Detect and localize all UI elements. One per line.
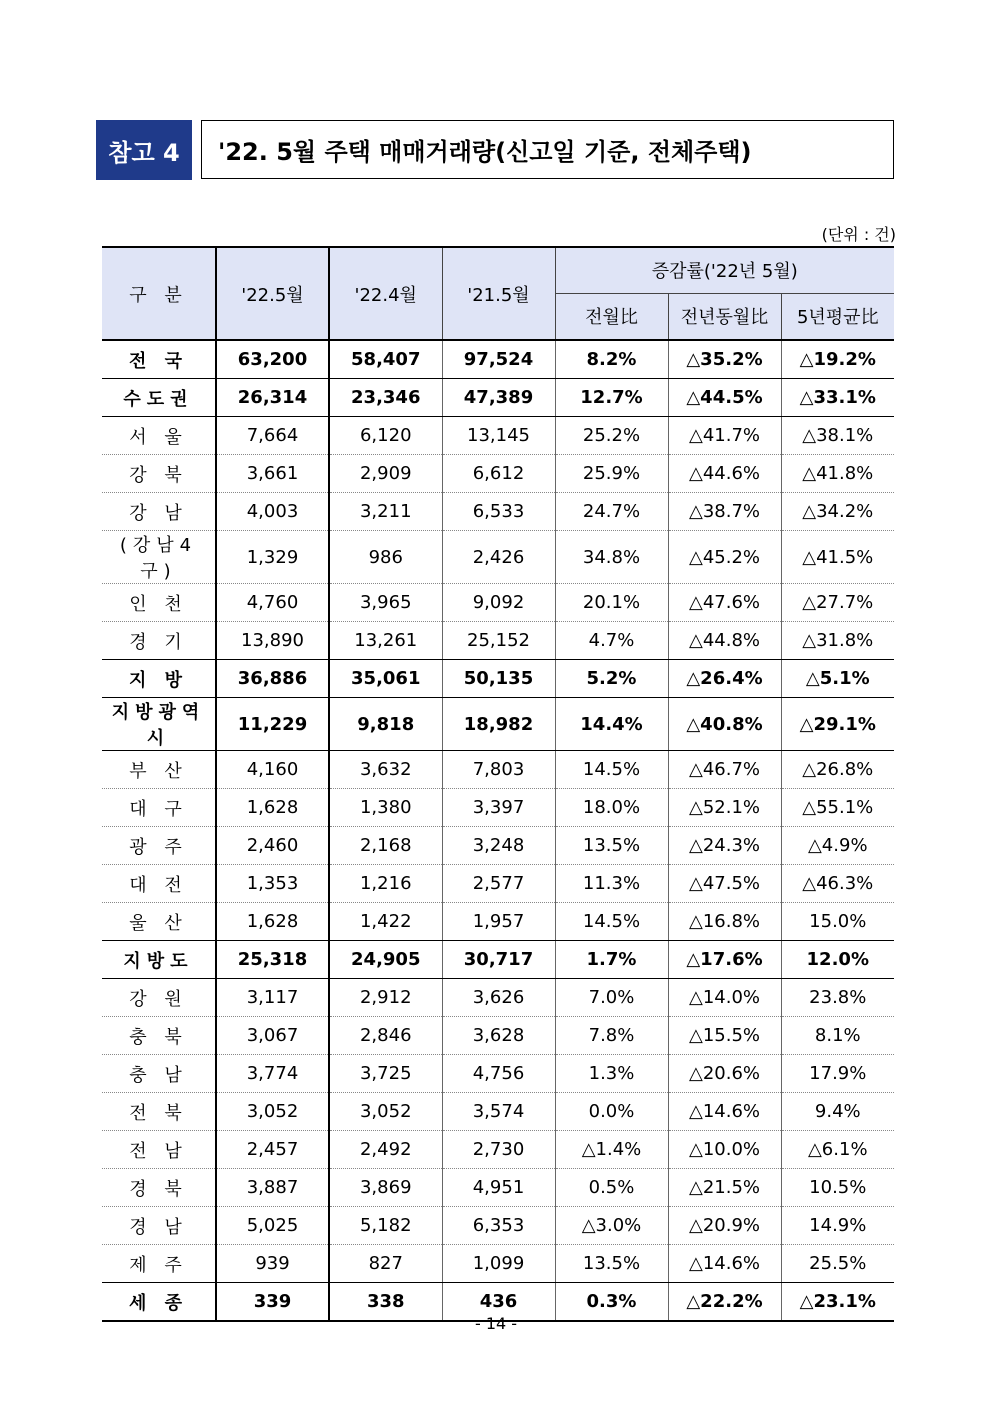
region-name: 경 기	[102, 622, 216, 660]
cell-value: △26.8%	[781, 751, 894, 789]
cell-value: 9,818	[329, 698, 442, 751]
table-row	[102, 1207, 894, 1245]
cell-value: 2,912	[329, 979, 442, 1017]
header-change-rate-group: 증감률('22년 5월)	[555, 247, 894, 293]
cell-value: 13,261	[329, 622, 442, 660]
cell-value: △40.8%	[668, 698, 781, 751]
region-name: 전 남	[102, 1131, 216, 1169]
unit-label: (단위 : 건)	[821, 225, 896, 244]
cell-value: 2,457	[216, 1131, 329, 1169]
region-name: 강 원	[102, 979, 216, 1017]
cell-value: 1,628	[216, 903, 329, 941]
cell-value: △14.6%	[668, 1093, 781, 1131]
region-name: 제 주	[102, 1245, 216, 1283]
table-row	[102, 1245, 894, 1283]
cell-value: 3,661	[216, 455, 329, 493]
cell-value: 3,628	[442, 1017, 555, 1055]
region-name: 지방도	[102, 941, 216, 979]
region-name: (강남4구)	[102, 531, 216, 584]
table-row	[102, 493, 894, 531]
region-name: 강 북	[102, 455, 216, 493]
cell-value: △55.1%	[781, 789, 894, 827]
cell-value: 14.9%	[781, 1207, 894, 1245]
cell-value: 1,628	[216, 789, 329, 827]
cell-value: 26,314	[216, 379, 329, 417]
cell-value: 0.5%	[555, 1169, 668, 1207]
cell-value: △44.5%	[668, 379, 781, 417]
cell-value: 6,533	[442, 493, 555, 531]
region-name: 수도권	[102, 379, 216, 417]
cell-value: 4,756	[442, 1055, 555, 1093]
table-row	[102, 1131, 894, 1169]
cell-value: 338	[329, 1283, 442, 1322]
cell-value: 827	[329, 1245, 442, 1283]
cell-value: 2,909	[329, 455, 442, 493]
cell-value: 0.0%	[555, 1093, 668, 1131]
region-name: 세 종	[102, 1283, 216, 1322]
cell-value: △20.9%	[668, 1207, 781, 1245]
cell-value: 9,092	[442, 584, 555, 622]
region-name: 대 구	[102, 789, 216, 827]
cell-value: △31.8%	[781, 622, 894, 660]
cell-value: 8.2%	[555, 340, 668, 379]
page-number: - 14 -	[474, 1314, 518, 1333]
cell-value: 25.9%	[555, 455, 668, 493]
cell-value: 1,422	[329, 903, 442, 941]
cell-value: 7,664	[216, 417, 329, 455]
cell-value: 339	[216, 1283, 329, 1322]
region-name: 대 전	[102, 865, 216, 903]
cell-value: 3,052	[216, 1093, 329, 1131]
cell-value: △23.1%	[781, 1283, 894, 1322]
cell-value: △52.1%	[668, 789, 781, 827]
region-name: 인 천	[102, 584, 216, 622]
cell-value: △5.1%	[781, 660, 894, 698]
cell-value: 2,846	[329, 1017, 442, 1055]
cell-value: 14.4%	[555, 698, 668, 751]
header-mom: 전월比	[555, 293, 668, 340]
cell-value: 3,067	[216, 1017, 329, 1055]
cell-value: 25.2%	[555, 417, 668, 455]
cell-value: 4,951	[442, 1169, 555, 1207]
cell-value: 35,061	[329, 660, 442, 698]
cell-value: △1.4%	[555, 1131, 668, 1169]
cell-value: 50,135	[442, 660, 555, 698]
cell-value: 0.3%	[555, 1283, 668, 1322]
header-col-2204: '22.4월	[329, 247, 442, 340]
cell-value: 25,152	[442, 622, 555, 660]
cell-value: 3,397	[442, 789, 555, 827]
cell-value: 58,407	[329, 340, 442, 379]
cell-value: 23,346	[329, 379, 442, 417]
region-name: 충 북	[102, 1017, 216, 1055]
cell-value: △10.0%	[668, 1131, 781, 1169]
cell-value: 1,329	[216, 531, 329, 584]
cell-value: 3,052	[329, 1093, 442, 1131]
table-row	[102, 584, 894, 622]
cell-value: 5.2%	[555, 660, 668, 698]
header-category: 구 분	[102, 247, 216, 340]
cell-value: 11,229	[216, 698, 329, 751]
table-row	[102, 1055, 894, 1093]
cell-value: 7.8%	[555, 1017, 668, 1055]
cell-value: △15.5%	[668, 1017, 781, 1055]
cell-value: 11.3%	[555, 865, 668, 903]
cell-value: 7.0%	[555, 979, 668, 1017]
cell-value: 1,099	[442, 1245, 555, 1283]
cell-value: 97,524	[442, 340, 555, 379]
cell-value: 10.5%	[781, 1169, 894, 1207]
cell-value: 3,887	[216, 1169, 329, 1207]
cell-value: 3,965	[329, 584, 442, 622]
cell-value: 3,626	[442, 979, 555, 1017]
table-row	[102, 660, 894, 698]
region-name: 경 북	[102, 1169, 216, 1207]
cell-value: 14.5%	[555, 751, 668, 789]
reference-tag: 참고 4	[96, 120, 192, 180]
cell-value: 5,025	[216, 1207, 329, 1245]
cell-value: △19.2%	[781, 340, 894, 379]
cell-value: △21.5%	[668, 1169, 781, 1207]
cell-value: △3.0%	[555, 1207, 668, 1245]
cell-value: 939	[216, 1245, 329, 1283]
table-row	[102, 455, 894, 493]
region-name: 광 주	[102, 827, 216, 865]
cell-value: 23.8%	[781, 979, 894, 1017]
cell-value: 4,160	[216, 751, 329, 789]
cell-value: 12.0%	[781, 941, 894, 979]
cell-value: 2,577	[442, 865, 555, 903]
cell-value: 2,730	[442, 1131, 555, 1169]
region-name: 전 북	[102, 1093, 216, 1131]
region-name: 서 울	[102, 417, 216, 455]
table-row	[102, 865, 894, 903]
page-title: '22. 5월 주택 매매거래량(신고일 기준, 전체주택)	[201, 120, 894, 179]
cell-value: △38.7%	[668, 493, 781, 531]
cell-value: 436	[442, 1283, 555, 1322]
cell-value: 25,318	[216, 941, 329, 979]
cell-value: △38.1%	[781, 417, 894, 455]
cell-value: △35.2%	[668, 340, 781, 379]
cell-value: 2,460	[216, 827, 329, 865]
cell-value: 8.1%	[781, 1017, 894, 1055]
cell-value: △41.8%	[781, 455, 894, 493]
cell-value: 2,492	[329, 1131, 442, 1169]
cell-value: 3,774	[216, 1055, 329, 1093]
cell-value: △27.7%	[781, 584, 894, 622]
cell-value: 3,725	[329, 1055, 442, 1093]
cell-value: 5,182	[329, 1207, 442, 1245]
cell-value: 15.0%	[781, 903, 894, 941]
cell-value: 18,982	[442, 698, 555, 751]
cell-value: 9.4%	[781, 1093, 894, 1131]
cell-value: 4,760	[216, 584, 329, 622]
cell-value: 47,389	[442, 379, 555, 417]
cell-value: 6,612	[442, 455, 555, 493]
region-name: 부 산	[102, 751, 216, 789]
cell-value: 3,869	[329, 1169, 442, 1207]
cell-value: 3,632	[329, 751, 442, 789]
cell-value: △14.0%	[668, 979, 781, 1017]
cell-value: 13,145	[442, 417, 555, 455]
cell-value: △14.6%	[668, 1245, 781, 1283]
cell-value: △47.5%	[668, 865, 781, 903]
region-name: 전 국	[102, 340, 216, 379]
cell-value: 13.5%	[555, 1245, 668, 1283]
header-5yr-avg: 5년평균比	[781, 293, 894, 340]
cell-value: 63,200	[216, 340, 329, 379]
cell-value: △41.5%	[781, 531, 894, 584]
table-row	[102, 622, 894, 660]
cell-value: 30,717	[442, 941, 555, 979]
cell-value: △46.7%	[668, 751, 781, 789]
table-row	[102, 379, 894, 417]
table-row	[102, 1169, 894, 1207]
cell-value: 17.9%	[781, 1055, 894, 1093]
cell-value: 3,574	[442, 1093, 555, 1131]
cell-value: 1.7%	[555, 941, 668, 979]
cell-value: △47.6%	[668, 584, 781, 622]
cell-value: △41.7%	[668, 417, 781, 455]
transaction-table	[102, 246, 894, 1322]
cell-value: 24,905	[329, 941, 442, 979]
table-row	[102, 1017, 894, 1055]
cell-value: 4.7%	[555, 622, 668, 660]
cell-value: △44.8%	[668, 622, 781, 660]
cell-value: △29.1%	[781, 698, 894, 751]
cell-value: 3,248	[442, 827, 555, 865]
cell-value: △22.2%	[668, 1283, 781, 1322]
region-name: 울 산	[102, 903, 216, 941]
cell-value: 14.5%	[555, 903, 668, 941]
cell-value: △24.3%	[668, 827, 781, 865]
table-row	[102, 340, 894, 379]
cell-value: △26.4%	[668, 660, 781, 698]
cell-value: 1.3%	[555, 1055, 668, 1093]
cell-value: 25.5%	[781, 1245, 894, 1283]
cell-value: 20.1%	[555, 584, 668, 622]
region-name: 충 남	[102, 1055, 216, 1093]
table-row	[102, 751, 894, 789]
table-row	[102, 941, 894, 979]
cell-value: 1,957	[442, 903, 555, 941]
table-row	[102, 789, 894, 827]
cell-value: 7,803	[442, 751, 555, 789]
region-name: 강 남	[102, 493, 216, 531]
table-row	[102, 903, 894, 941]
cell-value: △45.2%	[668, 531, 781, 584]
cell-value: 13,890	[216, 622, 329, 660]
cell-value: △20.6%	[668, 1055, 781, 1093]
cell-value: 34.8%	[555, 531, 668, 584]
cell-value: 6,353	[442, 1207, 555, 1245]
cell-value: 1,353	[216, 865, 329, 903]
cell-value: 3,211	[329, 493, 442, 531]
table-row	[102, 827, 894, 865]
cell-value: 4,003	[216, 493, 329, 531]
region-name: 경 남	[102, 1207, 216, 1245]
cell-value: 2,426	[442, 531, 555, 584]
table-row	[102, 417, 894, 455]
header-yoy: 전년동월比	[668, 293, 781, 340]
table-row	[102, 979, 894, 1017]
cell-value: △16.8%	[668, 903, 781, 941]
header-col-2105: '21.5월	[442, 247, 555, 340]
cell-value: 2,168	[329, 827, 442, 865]
cell-value: 24.7%	[555, 493, 668, 531]
cell-value: △17.6%	[668, 941, 781, 979]
cell-value: 986	[329, 531, 442, 584]
cell-value: △4.9%	[781, 827, 894, 865]
cell-value: 1,380	[329, 789, 442, 827]
cell-value: △46.3%	[781, 865, 894, 903]
table-body	[102, 340, 894, 1321]
table-row	[102, 698, 894, 751]
cell-value: 3,117	[216, 979, 329, 1017]
cell-value: 12.7%	[555, 379, 668, 417]
cell-value: △33.1%	[781, 379, 894, 417]
cell-value: 13.5%	[555, 827, 668, 865]
cell-value: 36,886	[216, 660, 329, 698]
cell-value: 6,120	[329, 417, 442, 455]
cell-value: 18.0%	[555, 789, 668, 827]
cell-value: △6.1%	[781, 1131, 894, 1169]
cell-value: △34.2%	[781, 493, 894, 531]
region-name: 지 방	[102, 660, 216, 698]
header-col-2205: '22.5월	[216, 247, 329, 340]
region-name: 지방광역시	[102, 698, 216, 751]
cell-value: △44.6%	[668, 455, 781, 493]
table-row	[102, 1093, 894, 1131]
cell-value: 1,216	[329, 865, 442, 903]
table-row	[102, 531, 894, 584]
